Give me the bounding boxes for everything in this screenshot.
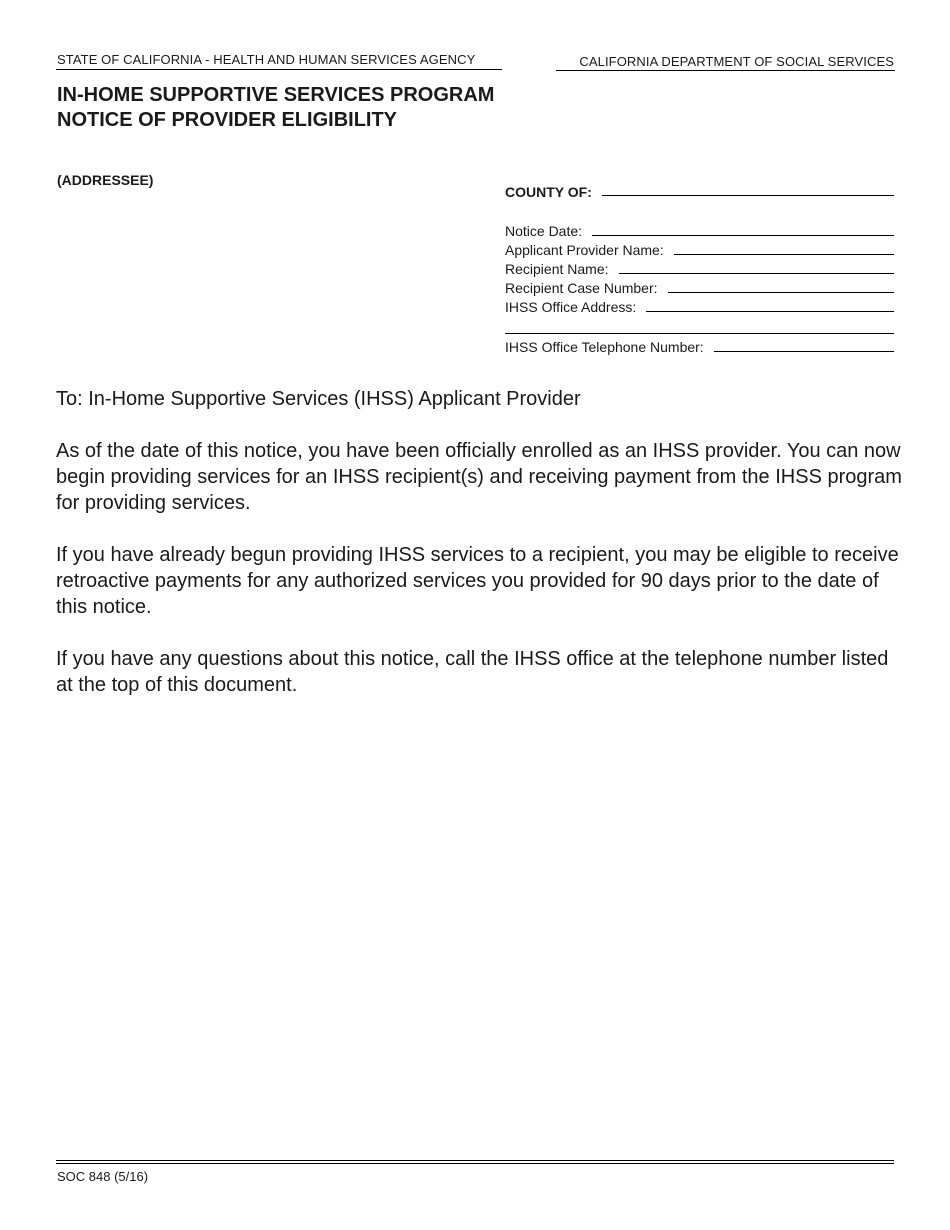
county-input-line[interactable] [602,195,894,196]
recipient-case-number-field [505,277,894,296]
recipient-case-number-label: Recipient Case Number: [505,280,658,296]
footer-rule-bottom [56,1163,894,1164]
ihss-office-address-label: IHSS Office Address: [505,299,637,315]
applicant-provider-name-input-line[interactable] [674,254,894,255]
agency-header: STATE OF CALIFORNIA - HEALTH AND HUMAN SERVICES AGENCY [57,52,476,67]
footer-rule-top [56,1160,894,1161]
paragraph-enrollment: As of the date of this notice, you have been officially enrolled as an IHSS provider. You can now begin providing services for an IHSS recipient(s) and receiving payment from the IHSS program for providing services. [56,440,902,514]
notice-date-input-line[interactable] [592,235,894,236]
form-id: SOC 848 (5/16) [57,1169,149,1184]
applicant-provider-name-label: Applicant Provider Name: [505,242,664,258]
recipient-name-field [505,258,894,277]
notice-fields [505,180,894,355]
ihss-office-address-input-line[interactable] [646,311,894,312]
title-line-1: IN-HOME SUPPORTIVE SERVICES PROGRAM [57,84,495,106]
notice-body [56,386,906,724]
to-line: To: In-Home Supportive Services (IHSS) Applicant Provider [56,388,581,410]
county-field [505,180,894,200]
addressee-label: (ADDRESSEE) [57,172,154,188]
notice-date-label: Notice Date: [505,223,583,239]
ihss-office-address-input-line-2[interactable] [505,315,894,334]
county-label: COUNTY OF: [505,184,592,200]
ihss-office-telephone-field [505,336,894,355]
recipient-name-input-line[interactable] [619,273,895,274]
department-header: CALIFORNIA DEPARTMENT OF SOCIAL SERVICES [579,54,894,69]
ihss-office-telephone-input-line[interactable] [714,351,894,352]
title-line-2: NOTICE OF PROVIDER ELIGIBILITY [57,109,398,131]
ihss-office-telephone-label: IHSS Office Telephone Number: [505,339,704,355]
header-rule-left [56,69,502,70]
recipient-case-number-input-line[interactable] [668,292,894,293]
applicant-provider-name-field [505,239,894,258]
paragraph-retroactive-payments: If you have already begun providing IHSS services to a recipient, you may be eligible to receive retroactive payments for any authorized services you provided for 90 days prior to the date of this notice. [56,544,899,618]
notice-date-field [505,220,894,239]
paragraph-questions: If you have any questions about this notice, call the IHSS office at the telephone number listed at the top of this document. [56,648,889,696]
document-title [57,83,494,133]
recipient-name-label: Recipient Name: [505,261,609,277]
header-rule-right [556,70,895,71]
ihss-office-address-field [505,296,894,315]
